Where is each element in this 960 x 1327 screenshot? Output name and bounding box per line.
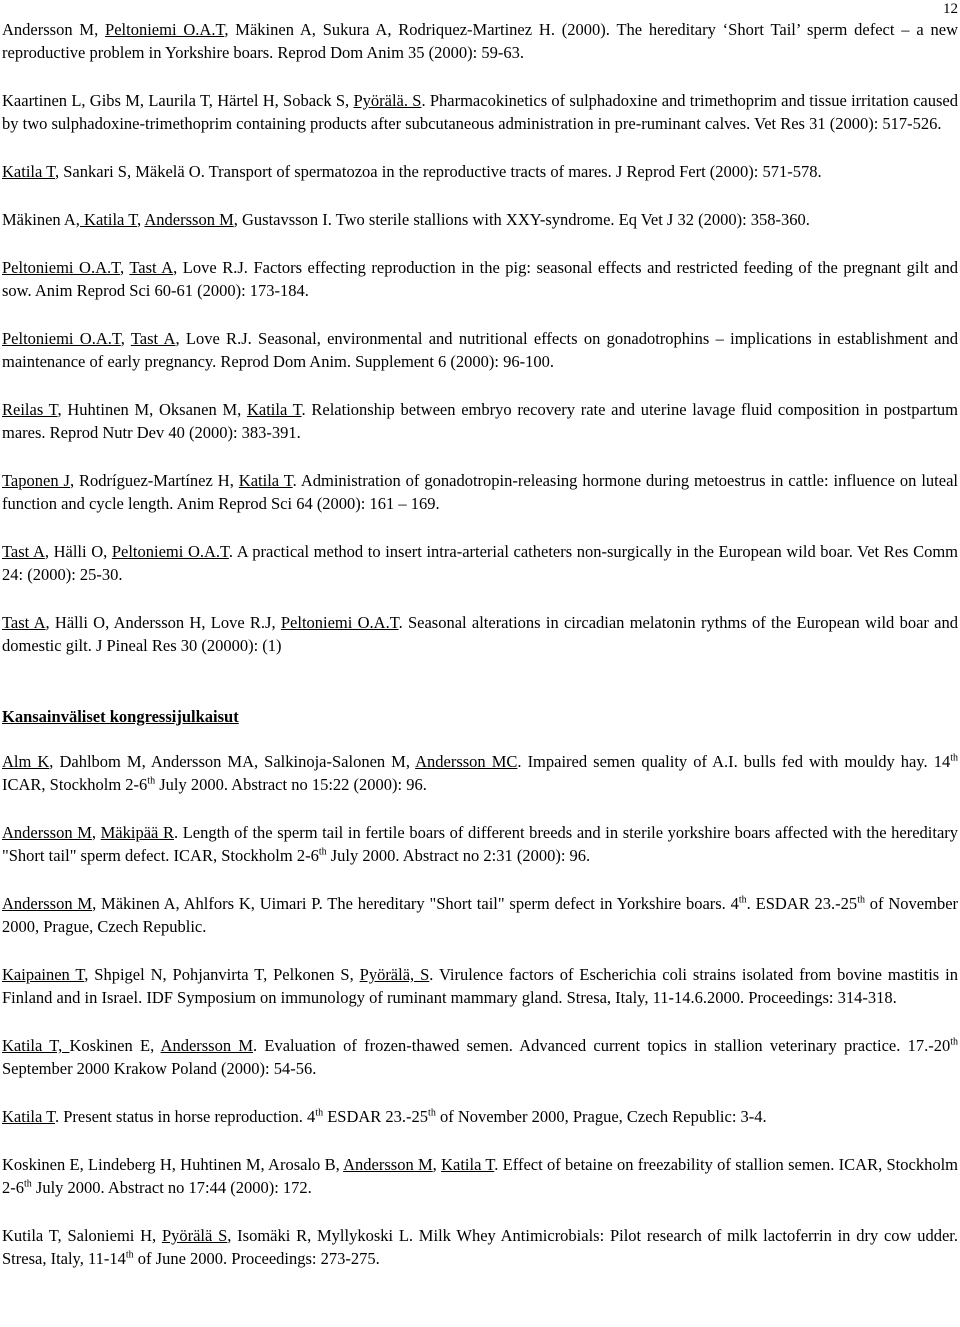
superscript: th — [125, 1249, 134, 1261]
reference-entry — [2, 821, 958, 867]
reference-entry — [2, 89, 958, 135]
reference-text: July 2000. Abstract no 17:44 (2000): 172. — [31, 1178, 312, 1197]
reference-text: , — [120, 329, 131, 348]
reference-text: Mäkinen A — [2, 210, 76, 229]
reference-text: , Hälli O, Andersson H, Love R.J, — [45, 613, 281, 632]
reference-text: of November 2000, Prague, Czech Republic. — [2, 894, 959, 936]
reference-text: , — [432, 1155, 442, 1174]
reference-entry — [2, 611, 958, 657]
superscript: th — [950, 752, 958, 764]
reference-text: , Sankari S, Mäkelä O. Transport of spermatozoa in the reproductive tracts of mares. J Reprod Fert (2000): 571-578. — [55, 162, 822, 181]
document-body — [2, 18, 958, 1295]
reference-text: September 2000 Krakow Poland (2000): 54-56. — [2, 1059, 317, 1078]
superscript: th — [318, 846, 327, 858]
reference-text: Kaartinen L, Gibs M, Laurila T, Härtel H, Soback S, — [2, 91, 354, 110]
underlined-author: Reilas T — [2, 400, 58, 419]
underlined-author: Alm K — [2, 752, 50, 771]
underlined-author: Katila T — [441, 1155, 495, 1174]
reference-entry — [2, 398, 958, 444]
reference-text: . Evaluation of frozen-thawed semen. Advanced current topics in stallion veterinary practice. 17.-20 — [253, 1036, 951, 1055]
reference-entry — [2, 963, 958, 1009]
reference-text: , Mäkinen A, Sukura A, Rodriquez-Martinez H. (2000). The hereditary ‘Short Tail’ sperm defect – a new reproductive problem in Yorkshire boars. Reprod Dom Anim 35 (2000): 59-63. — [2, 20, 958, 62]
underlined-author: Taponen J — [2, 471, 70, 490]
reference-entry — [2, 18, 958, 64]
underlined-author: Pyörälä, S — [359, 965, 430, 984]
reference-entry — [2, 1105, 958, 1128]
journal-publications-list — [2, 18, 958, 657]
reference-entry — [2, 1224, 958, 1270]
reference-text: , Rodríguez-Martínez H, — [69, 471, 239, 490]
reference-text: . Impaired semen quality of A.I. bulls fed with mouldy hay. 14 — [517, 752, 951, 771]
reference-text: . Seasonal alterations in circadian melatonin rythms of the European wild boar and domestic gilt. J Pineal Res 30 (20000): (1) — [2, 613, 958, 655]
reference-text: . Effect of betaine on freezability of stallion semen. ICAR, Stockholm 2-6 — [2, 1155, 959, 1197]
underlined-author: Katila T — [2, 162, 55, 181]
reference-text: , Isomäki R, Myllykoski L. Milk Whey Antimicrobials: Pilot research of milk lactoferrin in dry cow udder. Stresa, Italy, 11-14 — [2, 1226, 958, 1268]
underlined-author: Andersson M — [343, 1155, 433, 1174]
underlined-author: Andersson M — [2, 823, 92, 842]
superscript: th — [857, 894, 865, 906]
superscript: th — [428, 1107, 436, 1119]
reference-entry — [2, 208, 958, 231]
reference-text: ICAR, Stockholm 2-6 — [2, 775, 148, 794]
section-heading: Kansainväliset kongressijulkaisut — [2, 707, 239, 726]
underlined-author: Peltoniemi O.A.T — [2, 329, 121, 348]
reference-text: , Gustavsson I. Two sterile stallions with XXY-syndrome. Eq Vet J 32 (2000): 358-360. — [233, 210, 810, 229]
underlined-author: Pyörälä. S — [353, 91, 422, 110]
reference-text: of June 2000. Proceedings: 273-275. — [133, 1249, 380, 1268]
reference-entry — [2, 540, 958, 586]
underlined-author: Kaipainen T — [2, 965, 85, 984]
underlined-author: Katila T — [246, 400, 302, 419]
underlined-author: Peltoniemi O.A.T — [280, 613, 399, 632]
reference-entry — [2, 1034, 958, 1080]
underlined-author: Andersson M — [2, 894, 93, 913]
reference-text: Andersson M, — [2, 20, 106, 39]
reference-text: , — [91, 823, 101, 842]
reference-text: , Mäkinen A, Ahlfors K, Uimari P. The hereditary "Short tail" sperm defect in Yorkshire boars. 4 — [92, 894, 739, 913]
reference-text: of November 2000, Prague, Czech Republic: 3-4. — [435, 1107, 767, 1126]
reference-text: ESDAR 23.-25 — [323, 1107, 429, 1126]
reference-text: Koskinen E, — [69, 1036, 161, 1055]
superscript: th — [24, 1178, 32, 1190]
underlined-author: Pyörälä S — [161, 1226, 228, 1245]
reference-entry — [2, 1153, 958, 1199]
reference-entry — [2, 469, 958, 515]
underlined-author: Tast A — [129, 258, 174, 277]
reference-text: . ESDAR 23.-25 — [746, 894, 858, 913]
superscript: th — [147, 775, 156, 787]
underlined-author: Peltoniemi O.A.T — [111, 542, 229, 561]
reference-entry — [2, 160, 958, 183]
underlined-author: Andersson MC — [415, 752, 518, 771]
underlined-author: Katila T, — [2, 1036, 70, 1055]
underlined-author: Katila T — [238, 471, 293, 490]
reference-text: . Pharmacokinetics of sulphadoxine and trimethoprim and tissue irritation caused by two sulphadoxine-trimethoprim containing products after subcutaneous administration in pre-ruminant calves. Vet Res 31 (2000): 517-526. — [2, 91, 958, 133]
reference-entry — [2, 327, 958, 373]
reference-text: July 2000. Abstract no 2:31 (2000): 96. — [326, 846, 591, 865]
underlined-author: Tast A — [130, 329, 176, 348]
reference-text: . Present status in horse reproduction. 4 — [55, 1107, 316, 1126]
reference-text: , Love R.J. Seasonal, environmental and nutritional effects on gonadotrophins – implications in establishment and maintenance of early pregnancy. Reprod Dom Anim. Supplement 6 (2000): 96-100. — [2, 329, 959, 371]
reference-text: . Length of the sperm tail in fertile boars of different breeds and in sterile yorkshire boars affected with the hereditary "Short tail" sperm defect. ICAR, Stockholm 2-6 — [2, 823, 959, 865]
reference-entry — [2, 750, 958, 796]
reference-entry — [2, 256, 958, 302]
reference-text: July 2000. Abstract no 15:22 (2000): 96. — [155, 775, 427, 794]
underlined-author: Andersson M — [144, 210, 234, 229]
reference-text: , — [137, 210, 145, 229]
reference-text: . Relationship between embryo recovery rate and uterine lavage fluid composition in postpartum mares. Reprod Nutr Dev 40 (2000): 383-391. — [2, 400, 958, 442]
reference-text: , Shpigel N, Pohjanvirta T, Pelkonen S, — [84, 965, 360, 984]
reference-text: Koskinen E, Lindeberg H, Huhtinen M, Arosalo B, — [2, 1155, 344, 1174]
underlined-author: Peltoniemi O.A.T — [2, 258, 120, 277]
superscript: th — [738, 894, 747, 906]
page-number: 12 — [943, 1, 958, 17]
congress-publications-list — [2, 750, 958, 1270]
reference-text: , Hälli O, — [44, 542, 112, 561]
reference-text: , Huhtinen M, Oksanen M, — [57, 400, 247, 419]
superscript: th — [950, 1036, 959, 1048]
reference-text: . Administration of gonadotropin-releasing hormone during metoestrus in cattle: influence on luteal function and cycle length. Anim Reprod Sci 64 (2000): 161 – 169. — [2, 471, 958, 513]
underlined-author: Katila T — [2, 1107, 55, 1126]
reference-text: . A practical method to insert intra-arterial catheters non-surgically in the European wild boar. Vet Res Comm 24: (2000): 25-30. — [2, 542, 958, 584]
reference-entry — [2, 892, 958, 938]
reference-text: , Dahlbom M, Andersson MA, Salkinoja-Salonen M, — [49, 752, 416, 771]
underlined-author: , Katila T — [75, 210, 138, 229]
reference-text: Kutila T, Saloniemi H, — [2, 1226, 162, 1245]
underlined-author: Peltoniemi O.A.T — [105, 20, 225, 39]
underlined-author: Tast A — [2, 613, 46, 632]
reference-text: . Virulence factors of Escherichia coli strains isolated from bovine mastitis in Finland and in Israel. IDF Symposium on immunology of ruminant mammary gland. Stresa, Italy, 11-14.6.2000. Proceedings: 314-318. — [2, 965, 958, 1007]
superscript: th — [315, 1107, 324, 1119]
underlined-author: Andersson M — [160, 1036, 254, 1055]
reference-text: , Love R.J. Factors effecting reproduction in the pig: seasonal effects and restricted feeding of the pregnant gilt and sow. Anim Reprod Sci 60-61 (2000): 173-184. — [2, 258, 959, 300]
reference-text: , — [119, 258, 130, 277]
underlined-author: Mäkipää R — [100, 823, 174, 842]
underlined-author: Tast A — [2, 542, 45, 561]
